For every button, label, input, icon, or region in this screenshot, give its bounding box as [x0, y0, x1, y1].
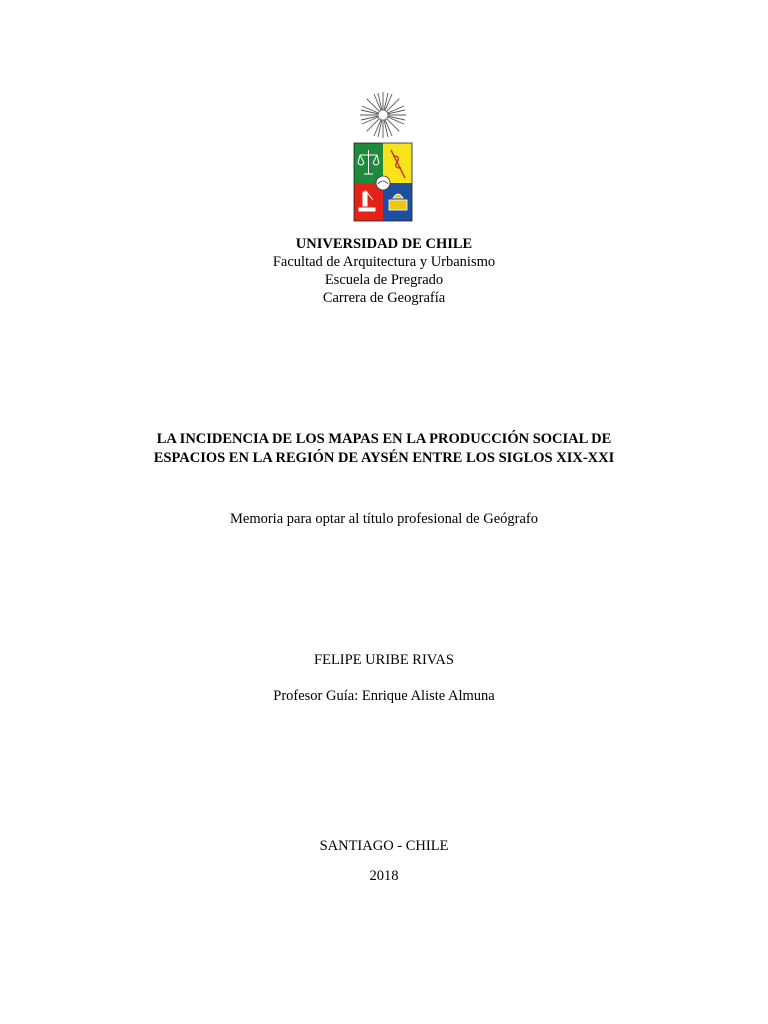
faculty-name: Facultad de Arquitectura y Urbanismo — [272, 254, 496, 270]
program-name: Carrera de Geografía — [322, 290, 446, 306]
school-name: Escuela de Pregrado — [324, 272, 444, 288]
thesis-subtitle: Memoria para optar al título profesional de Geógrafo — [229, 511, 538, 527]
thesis-title — [0, 430, 768, 468]
university-header — [0, 235, 768, 307]
year: 2018 — [369, 868, 399, 884]
thesis-title-line-1: LA INCIDENCIA DE LOS MAPAS EN LA PRODUCCIÓN SOCIAL DE — [156, 431, 612, 447]
university-name: UNIVERSIDAD DE CHILE — [295, 236, 473, 252]
university-coat-of-arms-icon — [351, 90, 415, 226]
advisor-name: Profesor Guía: Enrique Aliste Almuna — [273, 688, 495, 704]
thesis-title-line-2: ESPACIOS EN LA REGIÓN DE AYSÉN ENTRE LOS SIGLOS XIX-XXI — [153, 450, 615, 466]
shield-icon — [354, 143, 412, 221]
author-name: FELIPE URIBE RIVAS — [314, 652, 454, 668]
place: SANTIAGO - CHILE — [319, 838, 449, 854]
